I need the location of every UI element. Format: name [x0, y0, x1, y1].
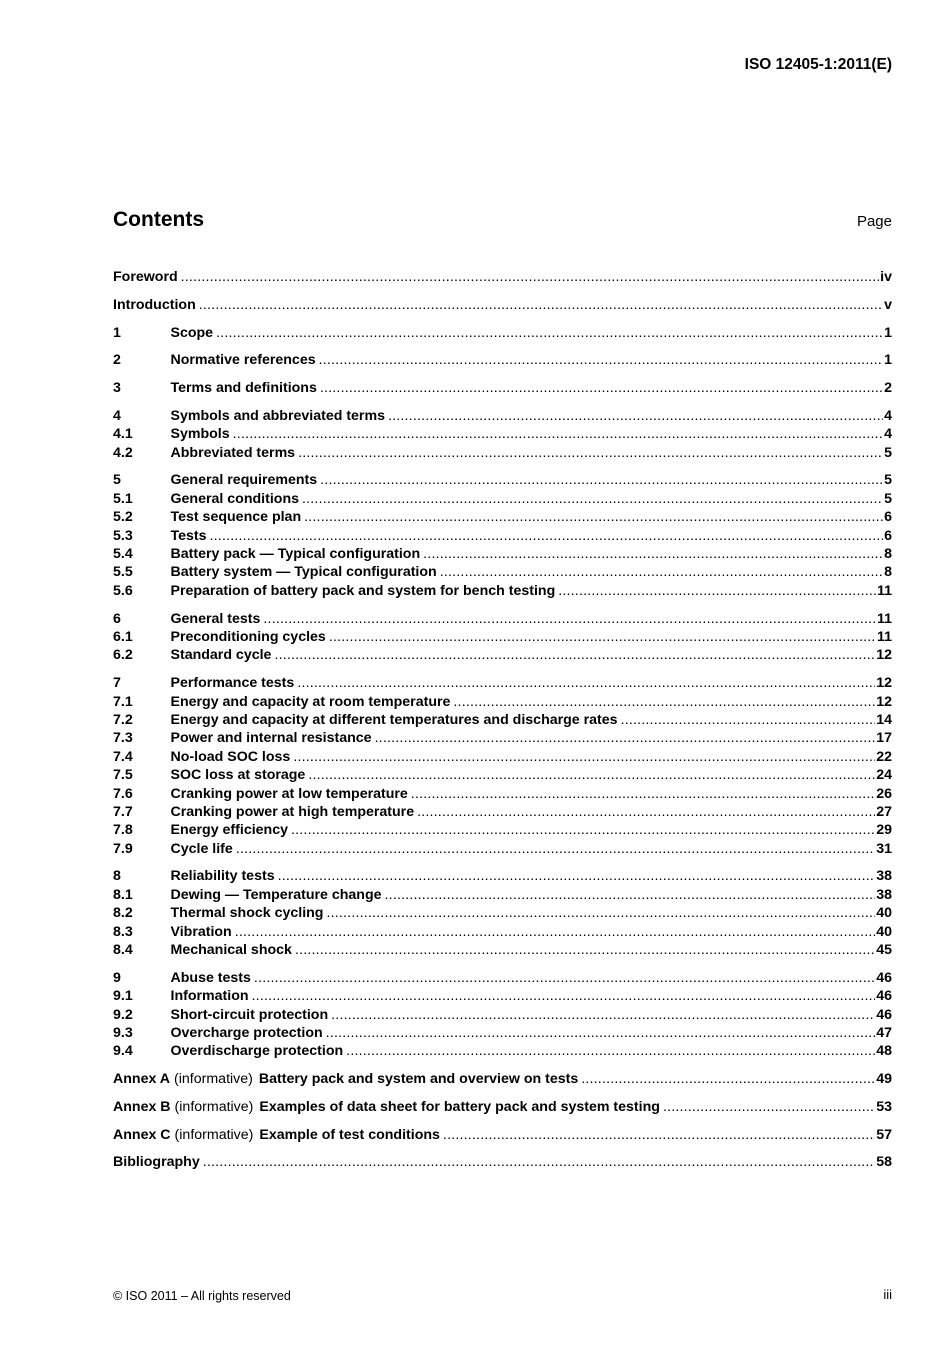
- toc-entry-number: 5.2: [113, 509, 133, 526]
- toc-entry-title: Symbols: [170, 426, 230, 443]
- toc-entry[interactable]: [113, 1126, 892, 1144]
- toc-dot-leader: [320, 379, 883, 397]
- contents-heading-row: [113, 208, 892, 232]
- toc-entry-title: Terms and definitions: [170, 380, 317, 397]
- toc-dot-leader: [263, 610, 876, 628]
- toc-group: [113, 969, 892, 1061]
- toc-entry[interactable]: [113, 582, 892, 600]
- toc-entry[interactable]: [113, 1024, 892, 1042]
- toc-entry-number: 4.1: [113, 426, 133, 443]
- toc-entry-page: 49: [876, 1071, 892, 1088]
- toc-dot-leader: [298, 444, 883, 462]
- toc-dot-leader: [319, 351, 884, 369]
- toc-dot-leader: [621, 711, 876, 729]
- toc-entry-title: No-load SOC loss: [170, 748, 291, 765]
- toc-entry-page: 5: [884, 444, 892, 461]
- toc-entry-number: 6.2: [113, 647, 133, 664]
- toc-annex-label: Annex B: [113, 1098, 171, 1115]
- toc-entry[interactable]: [113, 886, 892, 904]
- toc-entry-page: 1: [884, 324, 892, 341]
- toc-entry-page: 27: [876, 803, 892, 820]
- toc-group: [113, 1126, 892, 1144]
- toc-entry-page: 46: [876, 1006, 892, 1023]
- toc-dot-leader: [320, 471, 883, 489]
- toc-entry-title: Preconditioning cycles: [170, 628, 326, 645]
- toc-group: [113, 379, 892, 397]
- toc-entry-page: 58: [876, 1154, 892, 1171]
- toc-entry-page: 8: [884, 546, 892, 563]
- toc-entry-number: 7.8: [113, 822, 133, 839]
- toc-entry-number: 8.1: [113, 886, 133, 903]
- toc-entry[interactable]: [113, 471, 892, 489]
- toc-entry[interactable]: [113, 729, 892, 747]
- toc-entry-title: Performance tests: [170, 675, 295, 692]
- toc-dot-leader: [210, 527, 884, 545]
- toc-entry-title: General tests: [170, 610, 261, 627]
- toc-entry-title: Standard cycle: [170, 647, 272, 664]
- toc-dot-leader: [274, 646, 875, 664]
- toc-dot-leader: [252, 987, 876, 1005]
- toc-entry-title: General requirements: [170, 472, 318, 489]
- toc-entry[interactable]: [113, 545, 892, 563]
- page-column-label: Page: [856, 213, 892, 230]
- toc-entry-number: 5.6: [113, 582, 133, 599]
- toc-entry-page: 4: [884, 407, 892, 424]
- toc-entry[interactable]: [113, 379, 892, 397]
- toc-dot-leader: [417, 803, 875, 821]
- toc-dot-leader: [181, 268, 880, 286]
- toc-entry-number: 7.4: [113, 748, 133, 765]
- toc-entry[interactable]: [113, 407, 892, 425]
- toc-entry-page: 48: [876, 1043, 892, 1060]
- toc-entry-page: 6: [884, 527, 892, 544]
- toc-entry-page: 2: [884, 380, 892, 397]
- toc-annex-label: Annex A: [113, 1071, 171, 1088]
- toc-entry-page: 11: [877, 628, 892, 645]
- toc-entry-page: 22: [876, 748, 892, 765]
- toc-entry-number: 6.1: [113, 628, 133, 645]
- toc-entry-title: Energy and capacity at different temperatures and discharge rates: [170, 711, 618, 728]
- toc-group: [113, 407, 892, 462]
- toc-entry-number: 1: [113, 324, 121, 341]
- toc-annex-label: Annex C: [113, 1126, 171, 1143]
- toc-dot-leader: [331, 1006, 875, 1024]
- toc-dot-leader: [293, 748, 875, 766]
- toc-entry[interactable]: [113, 508, 892, 526]
- toc-entry-title: Power and internal resistance: [170, 730, 372, 747]
- toc-entry-title: Short-circuit protection: [170, 1006, 329, 1023]
- toc-entry[interactable]: [113, 803, 892, 821]
- toc-entry-page: 46: [876, 988, 892, 1005]
- toc-entry-page: 5: [884, 472, 892, 489]
- toc-dot-leader: [443, 1126, 875, 1144]
- toc-dot-leader: [291, 821, 875, 839]
- toc-entry-page: 17: [876, 730, 892, 747]
- toc-entry-title: Symbols and abbreviated terms: [170, 407, 385, 424]
- toc-entry[interactable]: [113, 1098, 892, 1116]
- toc-entry-title: Example of test conditions: [259, 1126, 440, 1143]
- toc-entry-title: Tests: [170, 527, 207, 544]
- toc-dot-leader: [558, 582, 876, 600]
- toc-entry[interactable]: [113, 425, 892, 443]
- toc-entry-title: Abbreviated terms: [170, 444, 296, 461]
- toc-entry-title: Cranking power at high temperature: [170, 803, 415, 820]
- toc-entry-title: General conditions: [170, 490, 299, 507]
- toc-entry-page: 6: [884, 509, 892, 526]
- toc-dot-leader: [326, 1024, 876, 1042]
- toc-entry[interactable]: [113, 527, 892, 545]
- toc-entry[interactable]: [113, 904, 892, 922]
- toc-entry-page: 38: [876, 886, 892, 903]
- toc-entry-title: Thermal shock cycling: [170, 905, 324, 922]
- toc-group: [113, 1070, 892, 1088]
- toc-entry-page: 31: [876, 840, 892, 857]
- toc-entry-title: SOC loss at storage: [170, 767, 306, 784]
- toc-dot-leader: [385, 886, 876, 904]
- toc-entry[interactable]: [113, 646, 892, 664]
- toc-entry[interactable]: [113, 766, 892, 784]
- toc-entry-number: 9: [113, 969, 121, 986]
- toc-dot-leader: [411, 785, 875, 803]
- toc-entry-number: 5.5: [113, 564, 133, 581]
- toc-entry-number: 9.2: [113, 1006, 133, 1023]
- toc-entry-page: 4: [884, 426, 892, 443]
- toc-entry-number: 8.2: [113, 905, 133, 922]
- document-id: ISO 12405-1:2011(E): [744, 56, 892, 73]
- toc-entry-number: 7.7: [113, 803, 133, 820]
- toc-entry-number: 7.5: [113, 767, 133, 784]
- toc-entry-page: 57: [876, 1126, 892, 1143]
- toc-entry-title: Battery pack and system and overview on tests: [258, 1071, 579, 1088]
- toc-entry-page: v: [884, 296, 892, 313]
- toc-entry[interactable]: [113, 610, 892, 628]
- toc-entry-page: 29: [876, 822, 892, 839]
- toc-dot-leader: [295, 941, 875, 959]
- toc-group: [113, 471, 892, 600]
- toc-entry-title: Overcharge protection: [170, 1024, 323, 1041]
- toc-entry-title: Battery system — Typical configuration: [170, 564, 437, 581]
- contents-title: Contents: [113, 208, 204, 231]
- toc-entry-title: Energy efficiency: [170, 822, 288, 839]
- toc-group: [113, 1098, 892, 1116]
- toc-entry[interactable]: [113, 867, 892, 885]
- toc-entry-page: 38: [876, 868, 892, 885]
- toc-dot-leader: [326, 904, 875, 922]
- toc-entry-title: Scope: [170, 324, 214, 341]
- toc-entry-page: 47: [876, 1024, 892, 1041]
- toc-dot-leader: [346, 1042, 875, 1060]
- toc-entry[interactable]: [113, 941, 892, 959]
- toc-dot-leader: [254, 969, 875, 987]
- toc-entry-number: 8.4: [113, 942, 133, 959]
- toc-entry-number: 4.2: [113, 444, 133, 461]
- toc-group: [113, 268, 892, 286]
- toc-entry[interactable]: [113, 1153, 892, 1171]
- toc-entry-number: 7.2: [113, 711, 133, 728]
- toc-entry-number: 9.1: [113, 988, 133, 1005]
- toc-entry-number: 5.3: [113, 527, 133, 544]
- toc-entry-number: 8: [113, 868, 121, 885]
- toc-entry-title: Cycle life: [170, 840, 233, 857]
- toc-entry-title: Cranking power at low temperature: [170, 785, 408, 802]
- toc-dot-leader: [581, 1070, 875, 1088]
- toc-entry-title: Dewing — Temperature change: [170, 886, 382, 903]
- toc-entry-number: 2: [113, 352, 121, 369]
- toc-entry-page: iv: [880, 269, 892, 285]
- toc-entry[interactable]: [113, 563, 892, 581]
- toc-group: [113, 674, 892, 858]
- toc-dot-leader: [423, 545, 883, 563]
- toc-entry[interactable]: [113, 296, 892, 314]
- toc-entry[interactable]: [113, 444, 892, 462]
- toc-entry[interactable]: [113, 628, 892, 646]
- toc-entry[interactable]: [113, 693, 892, 711]
- toc-dot-leader: [388, 407, 883, 425]
- toc-entry-number: 6: [113, 610, 121, 627]
- toc-entry-title: Energy and capacity at room temperature: [170, 693, 451, 710]
- toc-entry-number: 3: [113, 380, 121, 397]
- toc-entry[interactable]: [113, 1042, 892, 1060]
- toc-group: [113, 867, 892, 959]
- toc-entry-page: 45: [876, 942, 892, 959]
- toc-dot-leader: [453, 693, 875, 711]
- toc-dot-leader: [203, 1153, 876, 1171]
- toc-entry[interactable]: [113, 711, 892, 729]
- toc-entry-number: 5.4: [113, 546, 133, 563]
- toc-entry-title: Preparation of battery pack and system for bench testing: [170, 582, 556, 599]
- toc-entry[interactable]: [113, 987, 892, 1005]
- toc-entry-title: Bibliography: [113, 1154, 200, 1171]
- toc-entry-number: 5: [113, 472, 121, 489]
- toc-entry-number: 7.3: [113, 730, 133, 747]
- toc-entry-title: Vibration: [170, 923, 232, 940]
- toc-entry-page: 26: [876, 785, 892, 802]
- toc-entry-page: 8: [884, 564, 892, 581]
- toc-entry-title: Examples of data sheet for battery pack and system testing: [259, 1098, 660, 1115]
- toc-entry[interactable]: [113, 268, 892, 286]
- toc-dot-leader: [663, 1098, 875, 1116]
- toc-annex-type: (informative): [174, 1098, 254, 1115]
- toc-entry-page: 12: [876, 647, 892, 664]
- toc-dot-leader: [216, 324, 883, 342]
- toc-entry-number: 9.4: [113, 1043, 133, 1060]
- toc-dot-leader: [329, 628, 876, 646]
- toc-entry-page: 46: [876, 969, 892, 986]
- toc-entry[interactable]: [113, 351, 892, 369]
- toc-dot-leader: [236, 840, 875, 858]
- toc-entry-page: 40: [876, 905, 892, 922]
- toc-dot-leader: [304, 508, 883, 526]
- toc-entry[interactable]: [113, 969, 892, 987]
- toc-entry[interactable]: [113, 785, 892, 803]
- toc-dot-leader: [297, 674, 875, 692]
- toc-entry-number: 9.3: [113, 1024, 133, 1041]
- footer-copyright: © ISO 2011 – All rights reserved: [113, 1289, 291, 1303]
- toc-entry-page: 12: [876, 693, 892, 710]
- toc-entry-title: Introduction: [113, 296, 196, 313]
- toc-entry[interactable]: [113, 674, 892, 692]
- toc-entry-page: 11: [877, 610, 892, 627]
- toc-dot-leader: [233, 425, 883, 443]
- toc-entry-title: Normative references: [170, 352, 316, 369]
- toc-entry-page: 11: [877, 582, 892, 599]
- toc-entry-title: Reliability tests: [170, 868, 275, 885]
- toc-entry-title: Information: [170, 988, 249, 1005]
- toc-entry-page: 53: [876, 1098, 892, 1115]
- footer-page-number: iii: [883, 1287, 892, 1302]
- toc-group: [113, 1153, 892, 1171]
- toc-entry-page: 40: [876, 923, 892, 940]
- toc-dot-leader: [375, 729, 876, 747]
- toc-entry-title: Abuse tests: [170, 969, 251, 986]
- toc-entry[interactable]: [113, 748, 892, 766]
- toc-entry-title: Foreword: [113, 269, 178, 285]
- toc-entry[interactable]: [113, 1006, 892, 1024]
- toc-group: [113, 351, 892, 369]
- toc-entry-title: Mechanical shock: [170, 942, 292, 959]
- table-of-contents: [113, 268, 892, 1181]
- toc-entry-page: 1: [884, 352, 892, 369]
- toc-dot-leader: [235, 923, 875, 941]
- toc-dot-leader: [440, 563, 883, 581]
- toc-annex-type: (informative): [174, 1071, 253, 1088]
- toc-entry-title: Test sequence plan: [170, 509, 302, 526]
- toc-entry-number: 7.1: [113, 693, 133, 710]
- toc-group: [113, 296, 892, 314]
- toc-entry[interactable]: [113, 923, 892, 941]
- toc-entry[interactable]: [113, 324, 892, 342]
- toc-entry-page: 24: [876, 767, 892, 784]
- toc-entry-number: 4: [113, 407, 121, 424]
- toc-group: [113, 324, 892, 342]
- toc-entry-number: 5.1: [113, 490, 133, 507]
- toc-entry[interactable]: [113, 1070, 892, 1088]
- toc-entry-page: 5: [884, 490, 892, 507]
- toc-entry-number: 8.3: [113, 923, 133, 940]
- toc-entry-page: 12: [876, 675, 892, 692]
- toc-group: [113, 610, 892, 665]
- toc-entry-number: 7.6: [113, 785, 133, 802]
- toc-dot-leader: [302, 490, 883, 508]
- toc-entry-title: Battery pack — Typical configuration: [170, 546, 421, 563]
- toc-entry-page: 14: [876, 711, 892, 728]
- toc-entry[interactable]: [113, 821, 892, 839]
- toc-entry-title: Overdischarge protection: [170, 1043, 344, 1060]
- toc-entry-number: 7.9: [113, 840, 133, 857]
- toc-dot-leader: [199, 296, 883, 314]
- toc-dot-leader: [308, 766, 875, 784]
- toc-entry[interactable]: [113, 840, 892, 858]
- toc-dot-leader: [278, 867, 876, 885]
- toc-entry[interactable]: [113, 490, 892, 508]
- toc-annex-type: (informative): [174, 1126, 254, 1143]
- toc-entry-number: 7: [113, 675, 121, 692]
